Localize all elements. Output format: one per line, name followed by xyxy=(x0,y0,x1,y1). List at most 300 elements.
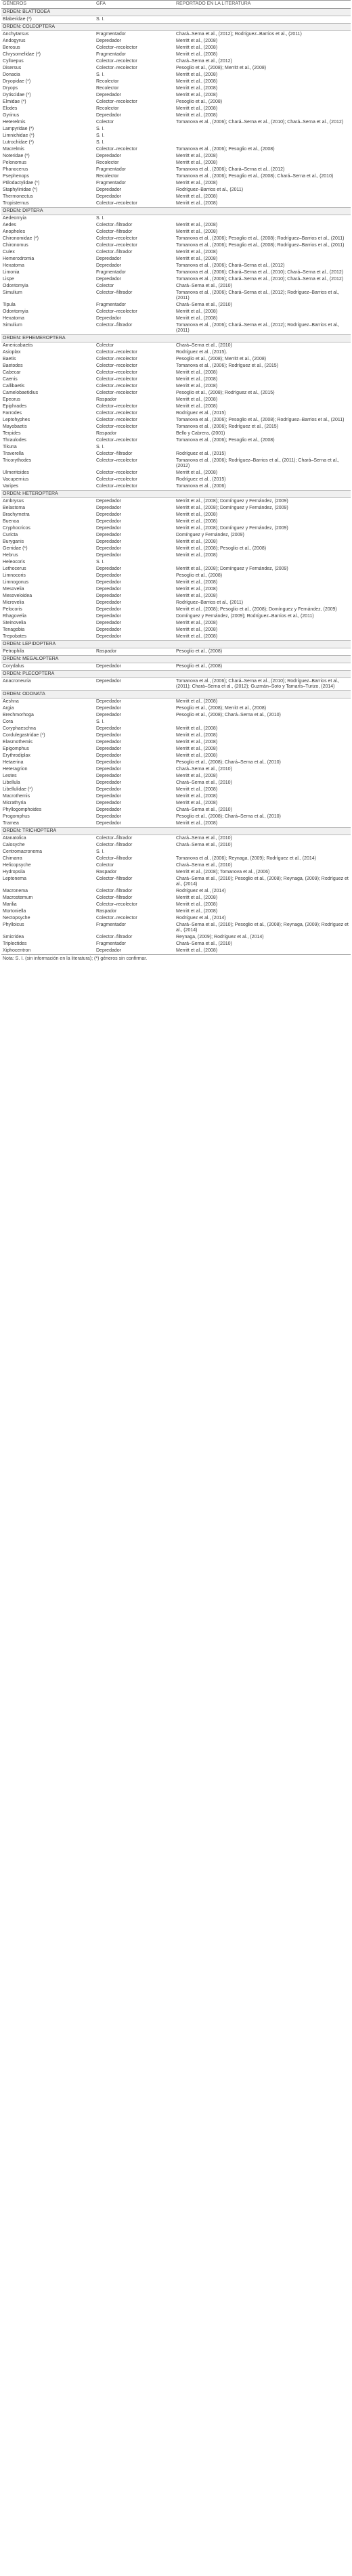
genus-cell: Microvelia xyxy=(3,600,24,605)
gfa-cell: Depredador xyxy=(96,706,121,711)
genus-cell: Buryganis xyxy=(3,539,24,544)
literature-cell: Merritt et al., (2008) xyxy=(176,801,218,805)
gfa-cell: Depredador xyxy=(96,787,121,792)
table-row xyxy=(1,363,351,370)
genus-cell: Gerridae (*) xyxy=(3,546,28,551)
literature-cell: Merritt et al., (2008) xyxy=(176,79,218,84)
table-row xyxy=(1,283,351,290)
genus-cell: Chrysomelidae (*) xyxy=(3,52,41,57)
table-row xyxy=(1,417,351,424)
gfa-cell: S. I. xyxy=(96,17,105,22)
genus-cell: Camelobaetidius xyxy=(3,391,39,395)
genus-cell: Micrathyria xyxy=(3,801,26,805)
table-row xyxy=(1,263,351,269)
genus-cell: Brechmorhoga xyxy=(3,713,34,717)
genus-cell: Donacia xyxy=(3,72,20,77)
genus-cell: Cylloepus xyxy=(3,59,24,64)
genus-cell: Lispe xyxy=(3,277,14,282)
gfa-cell: Colector–filtrador xyxy=(96,843,133,847)
table-row xyxy=(1,119,351,126)
table-row xyxy=(1,620,351,627)
table-row xyxy=(1,356,351,363)
gfa-cell: Depredador xyxy=(96,154,121,158)
genus-cell: Mesovelia xyxy=(3,587,24,592)
genus-cell: Asioplax xyxy=(3,350,21,355)
table-row xyxy=(1,793,351,800)
table-row xyxy=(1,634,351,641)
literature-cell: Pesoglio et al., (2008); Merritt et al., (2008) xyxy=(176,66,267,70)
gfa-cell: Depredador xyxy=(96,553,121,558)
literature-cell: Merritt et al., (2008) xyxy=(176,309,218,314)
literature-cell xyxy=(175,126,351,133)
literature-cell: Tomanova et al., (2006); Chará–Serna et al., (2012); Rodríguez–Barrios et al., (2011) xyxy=(176,290,340,301)
literature-cell xyxy=(175,559,351,566)
gfa-cell: Depredador xyxy=(96,760,121,765)
gfa-cell: Fragmentador xyxy=(96,52,126,57)
genus-cell: Hetaerina xyxy=(3,760,24,765)
literature-cell: Chará–Serna et al., (2012); Rodríguez–Barrios et al., (2011) xyxy=(176,32,302,37)
gfa-cell: Colector–filtrador xyxy=(96,451,133,456)
table-row xyxy=(1,888,351,895)
literature-cell: Rodríguez et al., (2015) xyxy=(176,451,226,456)
literature-cell: Rodríguez et al., (2015) xyxy=(176,411,226,416)
literature-cell: Merritt et al., (2008) xyxy=(176,634,218,639)
table-row xyxy=(1,820,351,828)
genus-cell: Mayobaetis xyxy=(3,424,27,429)
literature-cell: Merritt et al., (2008); Tomanova et al., (2006) xyxy=(176,870,270,874)
table-row xyxy=(1,315,351,322)
genus-cell: Staphylinidae (*) xyxy=(3,187,38,192)
table-row xyxy=(1,200,351,208)
genus-cell: Petrophila xyxy=(3,649,24,654)
literature-cell: Tomanova et al., (2006); Chará–Serna et al., (2012) xyxy=(176,167,285,172)
gfa-cell: Depredador xyxy=(96,774,121,778)
genus-cell: Dytiscidae (*) xyxy=(3,93,31,97)
literature-cell: Domínguez y Fernández, (2009); Rodríguez–Barrios et al., (2011) xyxy=(176,614,314,619)
literature-cell: Merritt et al., (2008); Pesoglio et al., (2008); Domínguez y Fernández, (2009) xyxy=(176,607,337,612)
literature-cell: Tomanova et al., (2006); Chará–Serna et al., (2010); Rodríguez–Barrios et al., (2011); Chará–Serna et al., (2012); Guzmán–Soto y Tamarís–Turizo, (2014) xyxy=(176,679,340,689)
literature-cell: Rodríguez et al., (2015) xyxy=(176,477,226,482)
table-row xyxy=(1,153,351,160)
table-row xyxy=(1,726,351,732)
table-row xyxy=(1,606,351,613)
gfa-cell: Depredador xyxy=(96,794,121,799)
table-row xyxy=(1,552,351,559)
order-label: ORDEN: ODONATA xyxy=(1,691,351,698)
genus-cell: Epigomphus xyxy=(3,747,29,751)
literature-cell: Bello y Cabrera, (2001) xyxy=(176,431,225,436)
literature-cell: Tomanova et al., (2006); Chará–Serna et al., (2010); Chará–Serna et al., (2012) xyxy=(176,120,344,125)
gfa-cell: Colector–recolector xyxy=(96,147,137,152)
gfa-cell: S. I. xyxy=(96,719,105,724)
genus-cell: Triplectides xyxy=(3,941,27,946)
genus-cell: Anchytarsus xyxy=(3,32,29,37)
genus-cell: Helicopsyche xyxy=(3,863,31,868)
literature-cell: Merritt et al., (2008) xyxy=(176,93,218,97)
literature-cell: Merritt et al., (2008) xyxy=(176,470,218,475)
gfa-cell: Depredador xyxy=(96,664,121,669)
literature-cell xyxy=(175,139,351,146)
gfa-cell: Fragmentador xyxy=(96,167,126,172)
gfa-cell: Colector–recolector xyxy=(96,377,137,382)
genus-cell: Thermonectus xyxy=(3,194,33,199)
table-row xyxy=(1,126,351,133)
table-row xyxy=(1,746,351,753)
table-row xyxy=(1,566,351,573)
literature-cell: Merritt et al., (2008) xyxy=(176,821,218,826)
literature-cell: Merritt et al., (2008) xyxy=(176,519,218,524)
gfa-cell: Colector–recolector xyxy=(96,45,137,50)
gfa-cell: S. I. xyxy=(96,127,105,131)
literature-cell: Merritt et al., (2008) xyxy=(176,154,218,158)
genus-cell: Vacupernius xyxy=(3,477,29,482)
literature-cell xyxy=(175,215,351,223)
gfa-cell: Colector–recolector xyxy=(96,477,137,482)
genus-cell: Terpides xyxy=(3,431,21,436)
genus-cell: Tricorythodes xyxy=(3,458,32,463)
table-row xyxy=(1,498,351,506)
literature-cell: Pesoglio et al., (2008) xyxy=(176,99,223,104)
literature-cell: Merritt et al., (2008) xyxy=(176,740,218,745)
gfa-cell: Colector–recolector xyxy=(96,470,137,475)
literature-cell: Pesoglio et al., (2008); Merritt et al., (2008) xyxy=(176,357,267,361)
genus-cell: Atanatolica xyxy=(3,836,26,841)
genus-cell: Progomphus xyxy=(3,814,30,819)
literature-cell: Chará–Serna et al., (2010) xyxy=(176,807,232,812)
table-row xyxy=(1,410,351,417)
genus-cell: Callibaetis xyxy=(3,384,25,388)
genus-cell: Steinovelia xyxy=(3,621,26,625)
genus-cell: Buenoa xyxy=(3,519,20,524)
genus-cell: Argia xyxy=(3,706,14,711)
genus-cell: Phanocerus xyxy=(3,167,28,172)
genus-cell: Limnogonus xyxy=(3,580,29,585)
genus-cell: Psephenops xyxy=(3,174,29,179)
genus-cell: Tipula xyxy=(3,303,16,307)
genus-cell: Corydalus xyxy=(3,664,24,669)
table-row xyxy=(1,146,351,153)
table-row xyxy=(1,370,351,376)
gfa-cell: Fragmentador xyxy=(96,923,126,927)
gfa-cell: Colector–recolector xyxy=(96,201,137,206)
genus-cell: Noteridae (*) xyxy=(3,154,30,158)
table-row xyxy=(1,160,351,166)
genus-cell: Ulmeritoides xyxy=(3,470,29,475)
gfa-cell: Colector–filtrador xyxy=(96,290,133,295)
table-row xyxy=(1,773,351,780)
table-row xyxy=(1,915,351,922)
literature-cell: Tomanova et al., (2006); Pesoglio et al., (2008) xyxy=(176,147,275,152)
genus-cell: Elodes xyxy=(3,106,18,111)
literature-cell: Merritt et al., (2008) xyxy=(176,223,218,227)
gfa-cell: Raspador xyxy=(96,397,117,402)
table-row xyxy=(1,242,351,249)
gfa-cell: Colector–recolector xyxy=(96,438,137,443)
table-row xyxy=(1,424,351,430)
literature-cell: Pesoglio et al., (2008); Chará–Serna et al., (2010) xyxy=(176,760,281,765)
genus-cell: Blaberidae (*) xyxy=(3,17,32,22)
genus-cell: Phylloicus xyxy=(3,923,24,927)
table-row xyxy=(1,678,351,691)
genus-cell: Aedeomyia xyxy=(3,216,27,221)
gfa-cell: Depredador xyxy=(96,316,121,321)
literature-cell: Pesoglio et al., (2008); Chará–Serna et al., (2010) xyxy=(176,713,281,717)
genus-cell: Heteragrion xyxy=(3,767,28,772)
literature-cell: Tomanova et al., (2006); Pesoglio et al., (2008) xyxy=(176,438,275,443)
genus-cell: Hexatoma xyxy=(3,263,24,268)
literature-cell xyxy=(175,849,351,856)
literature-cell: Chará–Serna et al., (2010) xyxy=(176,343,232,348)
literature-cell: Merritt et al., (2008); Domínguez y Fernández, (2009) xyxy=(176,526,288,531)
table-row xyxy=(1,539,351,546)
order-row xyxy=(1,828,351,835)
table-row xyxy=(1,739,351,746)
gfa-cell: Depredador xyxy=(96,767,121,772)
genus-cell: Libellula xyxy=(3,780,20,785)
table-row xyxy=(1,525,351,532)
table-row xyxy=(1,663,351,671)
table-row xyxy=(1,458,351,470)
table-row xyxy=(1,705,351,712)
gfa-cell: Colector xyxy=(96,120,114,125)
table-row xyxy=(1,166,351,173)
table-row xyxy=(1,187,351,194)
gfa-cell: Colector–recolector xyxy=(96,66,137,70)
literature-cell: Pesoglio et al., (2008) xyxy=(176,573,223,578)
genus-cell: Lestes xyxy=(3,774,17,778)
genus-cell: Epeorus xyxy=(3,397,21,402)
gfa-cell: Depredador xyxy=(96,257,121,261)
genus-cell: Gyrinus xyxy=(3,113,20,118)
table-row xyxy=(1,856,351,862)
literature-cell: Merritt et al., (2008) xyxy=(176,257,218,261)
literature-cell: Merritt et al., (2008); Pesoglio et al., (2008) xyxy=(176,546,267,551)
genus-cell: Ambrysus xyxy=(3,499,24,504)
genus-cell: Odontomyia xyxy=(3,309,28,314)
genus-cell: Aeshna xyxy=(3,699,19,704)
table-row xyxy=(1,106,351,112)
literature-cell: Merritt et al., (2008) xyxy=(176,909,218,914)
literature-cell: Chará–Serna et al., (2010); Pesoglio et al., (2008); Reynaga, (2009); Rodríguez et al., (2014) xyxy=(176,923,349,933)
table-row xyxy=(1,269,351,276)
gfa-cell: Colector–recolector xyxy=(96,236,137,241)
gfa-cell: Colector–filtrador xyxy=(96,856,133,861)
gfa-cell: Depredador xyxy=(96,499,121,504)
gfa-cell: Colector–recolector xyxy=(96,391,137,395)
gfa-cell: S. I. xyxy=(96,133,105,138)
table-row xyxy=(1,302,351,309)
table-row xyxy=(1,309,351,315)
gfa-cell: Depredador xyxy=(96,753,121,758)
literature-cell: Merritt et al., (2008); Domínguez y Fernández, (2009) xyxy=(176,499,288,504)
table-row xyxy=(1,807,351,814)
gfa-cell: Depredador xyxy=(96,277,121,282)
literature-cell: Rodríguez–Barrios et al., (2011) xyxy=(176,187,244,192)
gfa-cell: Depredador xyxy=(96,587,121,592)
gfa-cell: Depredador xyxy=(96,733,121,738)
genus-cell: Erythrodiplax xyxy=(3,753,30,758)
literature-cell: Merritt et al., (2008) xyxy=(176,895,218,900)
literature-cell: Merritt et al., (2008) xyxy=(176,229,218,234)
table-row xyxy=(1,236,351,242)
table-row xyxy=(1,895,351,902)
genus-cell: Berosus xyxy=(3,45,20,50)
genus-cell: Lampyridae (*) xyxy=(3,127,34,131)
gfa-cell: Raspador xyxy=(96,870,117,874)
table-row xyxy=(1,376,351,383)
order-row xyxy=(1,671,351,678)
literature-cell: Tomanova et al., (2006) xyxy=(176,484,226,489)
literature-cell: Merritt et al., (2008) xyxy=(176,699,218,704)
genus-cell: Cabecar xyxy=(3,370,21,375)
table-row xyxy=(1,444,351,451)
gfa-cell: Raspador xyxy=(96,909,117,914)
literature-cell: Merritt et al., (2008) xyxy=(176,72,218,77)
literature-cell: Tomanova et al., (2006); Chará–Serna et al., (2012); Rodríguez–Barrios et al., (2011) xyxy=(176,323,340,333)
genus-cell: Libellulidae (*) xyxy=(3,787,33,792)
gfa-cell: Fragmentador xyxy=(96,303,126,307)
order-label: ORDEN: MEGALOPTERA xyxy=(1,656,351,663)
table-row xyxy=(1,712,351,719)
literature-cell xyxy=(175,444,351,451)
literature-cell: Rodríguez et al., (2014) xyxy=(176,916,226,920)
table-row xyxy=(1,222,351,229)
table-row xyxy=(1,546,351,552)
gfa-cell: Depredador xyxy=(96,807,121,812)
order-row xyxy=(1,335,351,342)
genus-cell: Hexatoma xyxy=(3,316,24,321)
literature-cell: Tomanova et al., (2006); Pesoglio et al., (2008); Rodríguez–Barrios et al., (2011) xyxy=(176,236,345,241)
literature-cell: Merritt et al., (2008) xyxy=(176,553,218,558)
gfa-cell: Depredador xyxy=(96,263,121,268)
literature-cell: Merritt et al., (2008) xyxy=(176,787,218,792)
table-row xyxy=(1,766,351,773)
table-row xyxy=(1,437,351,444)
literature-cell: Rodríguez et al., (2014) xyxy=(176,889,226,893)
literature-cell: Tomanova et al., (2006); Reynaga, (2009); Rodríguez et al., (2014) xyxy=(176,856,317,861)
table-row xyxy=(1,948,351,955)
genus-cell: Cryphocricos xyxy=(3,526,30,531)
genus-cell: Xiphocentron xyxy=(1,948,95,955)
gfa-cell: Colector–filtrador xyxy=(96,223,133,227)
gfa-cell: S. I. xyxy=(96,140,105,145)
table-row xyxy=(1,451,351,458)
literature-cell xyxy=(175,719,351,726)
genus-cell: Lutrochidae (*) xyxy=(3,140,34,145)
gfa-cell: Depredador xyxy=(96,93,121,97)
order-row xyxy=(1,9,351,16)
table-row xyxy=(1,512,351,518)
literature-cell: Merritt et al., (2008) xyxy=(176,201,218,206)
literature-cell: Tomanova et al., (2006); Rodríguez et al., (2015) xyxy=(176,363,278,368)
gfa-cell: Raspador xyxy=(96,649,117,654)
literature-cell: Merritt et al., (2008) xyxy=(176,539,218,544)
order-label: ORDEN: EPHEMEROPTERA xyxy=(1,335,351,342)
genus-cell: Traverella xyxy=(3,451,24,456)
table-row xyxy=(1,349,351,356)
table-row xyxy=(1,934,351,941)
literature-cell: Chará–Serna et al., (2010) xyxy=(176,284,232,288)
literature-cell: Merritt et al., (2008) xyxy=(176,587,218,592)
gfa-cell: Depredador xyxy=(96,580,121,585)
literature-cell: Domínguez y Fernández, (2009) xyxy=(176,533,244,537)
genus-cell: Mesoveloidea xyxy=(3,594,32,598)
gfa-cell: Colector–recolector xyxy=(96,363,137,368)
genus-cell: Limnocoris xyxy=(3,573,26,578)
gfa-cell: Fragmentador xyxy=(96,270,126,275)
literature-cell: Merritt et al., (2008) xyxy=(176,52,218,57)
literature-cell: Chará–Serna et al., (2010) xyxy=(176,863,232,868)
gfa-cell: Depredador xyxy=(96,713,121,717)
gfa-cell: Recolector xyxy=(96,160,119,165)
genus-cell: Tenagobia xyxy=(3,627,25,632)
order-label: ORDEN: BLATTODEA xyxy=(1,9,351,16)
literature-cell: Tomanova et al., (2006); Pesoglio et al., (2008); Rodríguez–Barrios et al., (2011) xyxy=(176,418,345,422)
table-row xyxy=(1,627,351,634)
literature-cell: Merritt et al., (2008) xyxy=(176,733,218,738)
gfa-cell: Depredador xyxy=(96,512,121,517)
gfa-cell: Colector–recolector xyxy=(96,384,137,388)
genus-cell: Lethocerus xyxy=(3,567,26,571)
gfa-cell: Depredador xyxy=(96,600,121,605)
genus-cell: Thraulodes xyxy=(3,438,27,443)
table-row xyxy=(1,876,351,888)
table-row xyxy=(1,403,351,410)
genus-cell: Calosyche xyxy=(3,843,25,847)
table-row xyxy=(1,559,351,566)
genus-cell: Elasmothemis xyxy=(3,740,32,745)
table-row xyxy=(1,229,351,236)
gfa-cell: Depredador xyxy=(96,519,121,524)
table-row xyxy=(1,31,351,39)
table-row xyxy=(1,276,351,283)
table-row xyxy=(1,180,351,187)
gfa-cell: Colector–filtrador xyxy=(96,836,133,841)
header-genera: GÉNEROS xyxy=(1,1,95,9)
literature-cell: Rodríguez et al., (2015). xyxy=(176,350,227,355)
table-row xyxy=(1,72,351,79)
genus-cell: Pelocoris xyxy=(3,607,22,612)
table-row xyxy=(1,85,351,92)
gfa-cell: Fragmentador xyxy=(96,941,126,946)
table-row xyxy=(1,476,351,483)
table-row xyxy=(1,397,351,403)
literature-cell: Pesoglio et al., (2008); Rodríguez et al., (2015) xyxy=(176,391,275,395)
genus-cell: Tramea xyxy=(3,821,19,826)
literature-cell: Pesoglio et al., (2008); Chará–Serna et al., (2010) xyxy=(176,814,281,819)
literature-cell xyxy=(175,133,351,139)
gfa-cell: Depredador xyxy=(96,747,121,751)
table-row xyxy=(1,322,351,335)
literature-cell: Tomanova et al., (2006); Chará–Serna et al., (2010); Chará–Serna et al., (2012) xyxy=(176,270,344,275)
literature-cell: Merritt et al., (2008) xyxy=(176,621,218,625)
genus-cell: Dryopidae (*) xyxy=(3,79,31,84)
gfa-cell: Colector–recolector xyxy=(96,59,137,64)
table-row xyxy=(1,648,351,656)
table-row xyxy=(1,505,351,512)
genus-cell: Baetis xyxy=(3,357,16,361)
gfa-cell: Colector–recolector xyxy=(96,411,137,416)
table-row xyxy=(1,430,351,437)
gfa-cell: Colector–recolector xyxy=(96,916,137,920)
genus-cell: Coryphaeschna xyxy=(3,726,37,731)
table-row xyxy=(1,586,351,593)
genus-cell: Macronema xyxy=(3,889,28,893)
gfa-cell: Colector–recolector xyxy=(96,484,137,489)
genus-cell: Hebrus xyxy=(3,553,18,558)
genus-cell: Varipes xyxy=(3,484,19,489)
genus-cell: Aedes xyxy=(3,223,16,227)
